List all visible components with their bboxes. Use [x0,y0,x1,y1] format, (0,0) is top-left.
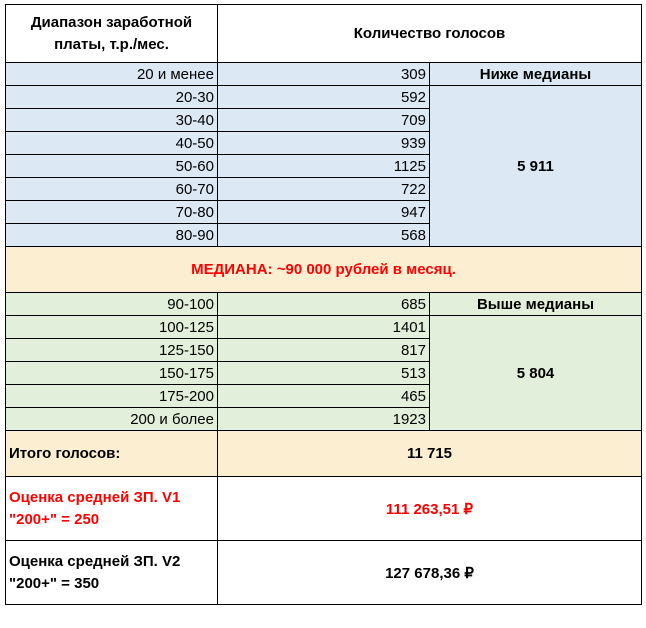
range-cell: 30-40 [6,109,218,132]
estimate-v1-label-line1: Оценка средней ЗП. V1 [9,488,181,506]
above-median-total: 5 804 [430,316,642,431]
votes-cell: 1125 [218,155,430,178]
votes-cell: 513 [218,362,430,385]
votes-cell: 722 [218,178,430,201]
median-text: МЕДИАНА: ~90 000 рублей в месяц. [6,247,642,293]
estimate-v2-label-line2: "200+" = 350 [9,574,100,592]
below-median-label: Ниже медианы [430,63,642,86]
total-label: Итого голосов: [6,431,218,477]
estimate-v1-row [6,477,642,541]
range-cell: 20 и менее [6,63,218,86]
table-row [6,86,642,109]
estimate-v1-label-line2: "200+" = 250 [9,510,100,528]
range-header: Диапазон заработной платы, т.р./мес. [6,5,218,63]
range-cell: 20-30 [6,86,218,109]
votes-cell: 1923 [218,408,430,431]
range-cell: 100-125 [6,316,218,339]
estimate-v2-value: 127 678,36 ₽ [218,541,642,605]
votes-cell: 685 [218,293,430,316]
range-cell: 175-200 [6,385,218,408]
range-cell: 125-150 [6,339,218,362]
total-value: 11 715 [218,431,642,477]
range-cell: 80-90 [6,224,218,247]
votes-cell: 817 [218,339,430,362]
votes-cell: 1401 [218,316,430,339]
range-cell: 50-60 [6,155,218,178]
salary-table [5,4,642,605]
estimate-v1-label [6,477,218,541]
range-cell: 200 и более [6,408,218,431]
votes-cell: 939 [218,132,430,155]
table-row [6,316,642,339]
votes-cell: 309 [218,63,430,86]
header-row [6,5,642,63]
range-cell: 70-80 [6,201,218,224]
range-cell: 60-70 [6,178,218,201]
votes-cell: 592 [218,86,430,109]
votes-cell: 568 [218,224,430,247]
below-median-total: 5 911 [430,86,642,247]
range-cell: 90-100 [6,293,218,316]
votes-cell: 947 [218,201,430,224]
votes-cell: 709 [218,109,430,132]
estimate-v2-label [6,541,218,605]
votes-cell: 465 [218,385,430,408]
votes-header: Количество голосов [218,5,642,63]
estimate-v1-value: 111 263,51 ₽ [218,477,642,541]
range-cell: 150-175 [6,362,218,385]
estimate-v2-row [6,541,642,605]
estimate-v2-label-line1: Оценка средней ЗП. V2 [9,552,181,570]
above-median-label: Выше медианы [430,293,642,316]
table-row [6,63,642,86]
range-cell: 40-50 [6,132,218,155]
total-row [6,431,642,477]
median-row [6,247,642,293]
table-row [6,293,642,316]
